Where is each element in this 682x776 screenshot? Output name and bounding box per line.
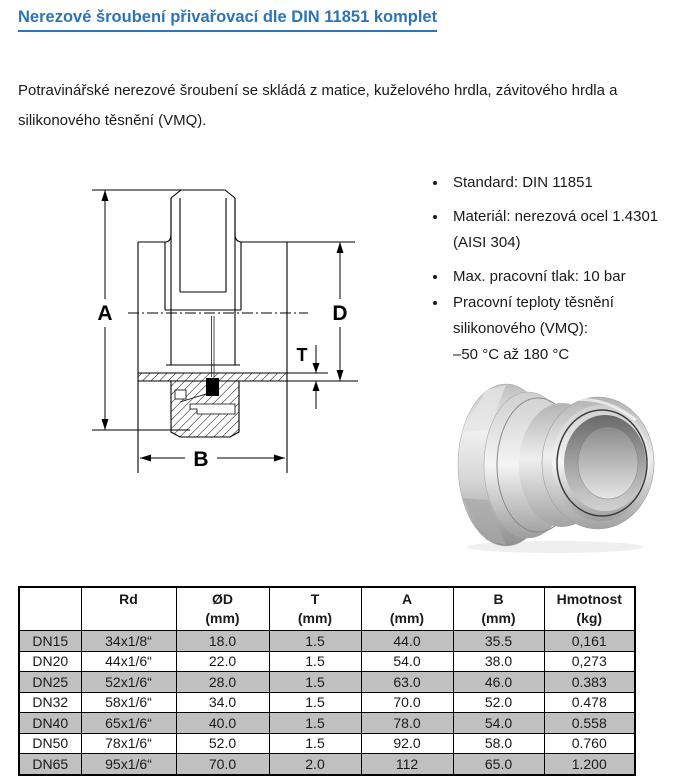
bullet-standard: [448, 170, 682, 196]
dimension-label-d: D: [332, 302, 348, 325]
table-header-cell: [176, 587, 269, 631]
spec-bullet-list: [427, 170, 682, 376]
cell-a: 92.0: [361, 733, 453, 754]
cell-b: 54.0: [453, 713, 544, 734]
bullet-pressure: [448, 264, 682, 290]
header-line2: (mm): [481, 610, 516, 626]
header-line2: (mm): [205, 610, 240, 626]
cell-rd: 34x1/8“: [81, 631, 176, 652]
table-body: [19, 631, 635, 775]
bullet-temperature-line3: –50 °C až 180 °C: [453, 346, 570, 363]
cell-b: 52.0: [453, 692, 544, 713]
cell-dn: DN15: [19, 631, 81, 652]
cell-rd: 65x1/6“: [81, 713, 176, 734]
bullet-temperature: [448, 290, 682, 368]
product-photo: [450, 370, 665, 555]
cell-b: 35.5: [453, 631, 544, 652]
cell-weight: 1.200: [544, 754, 635, 775]
cell-b: 58.0: [453, 733, 544, 754]
cell-dn: DN50: [19, 733, 81, 754]
dimension-b: [140, 455, 285, 462]
header-line1: Hmotnost: [556, 591, 622, 607]
header-line1: B: [493, 591, 504, 607]
table-header-cell: [453, 587, 544, 631]
header-line2: (kg): [576, 610, 603, 626]
header-line1: A: [401, 591, 413, 607]
table-header-cell: [544, 587, 635, 631]
cell-t: 2.0: [269, 754, 361, 775]
cell-weight: 0.558: [544, 713, 635, 734]
dimension-label-a: A: [97, 302, 113, 325]
table-row: [19, 672, 635, 693]
cell-rd: 78x1/6“: [81, 733, 176, 754]
table-header-cell: [361, 587, 453, 631]
bullet-material-line1: • Materiál: nerezová ocel 1.4301: [453, 208, 659, 225]
header-line2: (mm): [389, 610, 425, 626]
cell-dn: DN32: [19, 692, 81, 713]
table-row: [19, 692, 635, 713]
cell-t: 1.5: [269, 713, 361, 734]
cell-t: 1.5: [269, 733, 361, 754]
bullet-material-line2: (AISI 304): [453, 234, 521, 251]
cell-t: 1.5: [269, 651, 361, 672]
cell-weight: 0.383: [544, 672, 635, 693]
cell-t: 1.5: [269, 692, 361, 713]
bullet-temperature-line2: silikonového (VMQ):: [453, 320, 589, 337]
fitting-photo-body: [458, 384, 654, 546]
table-header-cell: [81, 587, 176, 631]
cell-dn: DN25: [19, 672, 81, 693]
cell-b: 65.0: [453, 754, 544, 775]
cell-od: 34.0: [176, 692, 269, 713]
table-row: [19, 631, 635, 652]
gasket-square: [206, 378, 219, 396]
cell-dn: DN40: [19, 713, 81, 734]
cell-a: 44.0: [361, 631, 453, 652]
cell-dn: DN65: [19, 754, 81, 775]
cell-od: 70.0: [176, 754, 269, 775]
cell-rd: 95x1/6“: [81, 754, 176, 775]
bullet-standard-text: • Standard: DIN 11851: [453, 174, 593, 191]
cell-weight: 0,273: [544, 651, 635, 672]
table-row: [19, 754, 635, 775]
dimension-label-b: B: [193, 448, 209, 471]
header-line1: Rd: [119, 591, 138, 607]
dimension-t: [287, 345, 328, 409]
dimension-label-t: T: [296, 345, 308, 365]
cell-weight: 0.478: [544, 692, 635, 713]
cell-od: 28.0: [176, 672, 269, 693]
cell-a: 70.0: [361, 692, 453, 713]
cell-rd: 52x1/6“: [81, 672, 176, 693]
bullet-pressure-text: • Max. pracovní tlak: 10 bar: [453, 268, 626, 285]
cell-weight: 0,161: [544, 631, 635, 652]
cell-t: 1.5: [269, 672, 361, 693]
table-row: [19, 733, 635, 754]
table-header-cell: [19, 587, 81, 631]
cell-b: 38.0: [453, 651, 544, 672]
table-header-cell: [269, 587, 361, 631]
header-line2: (mm): [297, 610, 333, 626]
table-header-row: [19, 587, 635, 631]
cell-od: 18.0: [176, 631, 269, 652]
cell-rd: 44x1/6“: [81, 651, 176, 672]
bullet-temperature-line1: • Pracovní teploty těsnění: [453, 294, 614, 311]
cell-a: 63.0: [361, 672, 453, 693]
cell-od: 52.0: [176, 733, 269, 754]
page-title[interactable]: Nerezové šroubení přivařovací dle DIN 11851 komplet: [18, 8, 437, 32]
nut-section: [171, 378, 239, 437]
cell-od: 40.0: [176, 713, 269, 734]
weld-seam-line: [212, 316, 215, 377]
header-line1: ØD: [212, 591, 233, 607]
cell-rd: 58x1/6“: [81, 692, 176, 713]
technical-drawing: [85, 175, 385, 485]
table-row: [19, 651, 635, 672]
bullet-material: [448, 204, 682, 256]
cell-od: 22.0: [176, 651, 269, 672]
cell-a: 78.0: [361, 713, 453, 734]
cell-a: 54.0: [361, 651, 453, 672]
header-line1: T: [310, 591, 320, 607]
cell-weight: 0.760: [544, 733, 635, 754]
cell-a: 112: [361, 754, 453, 775]
table-row: [19, 713, 635, 734]
cell-b: 46.0: [453, 672, 544, 693]
cell-t: 1.5: [269, 631, 361, 652]
intro-paragraph: Potravinářské nerezové šroubení se skládá z matice, kuželového hrdla, závitového hrdla a silikonového těsnění (VMQ).: [18, 82, 618, 129]
dimension-table: [18, 586, 636, 776]
cell-dn: DN20: [19, 651, 81, 672]
